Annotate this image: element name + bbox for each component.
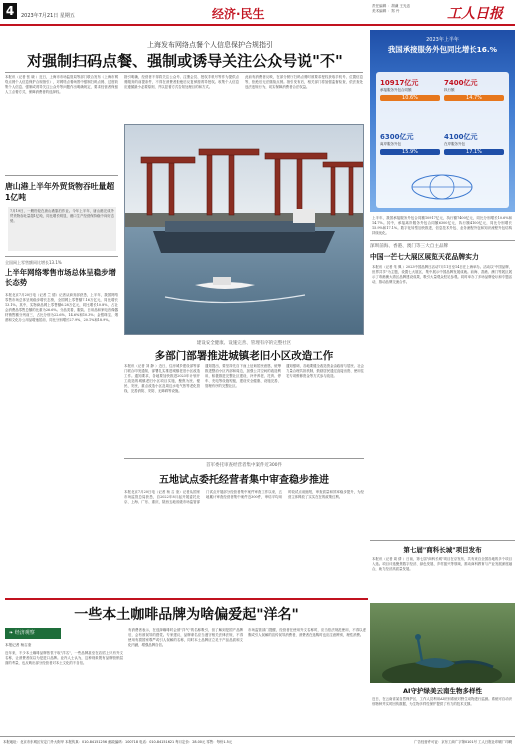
ai-caption-headline: AI守护绿美云南生物多样性 [403,687,482,695]
retail-body: 本报北京7月20日电（记者 兰 德）记者从商务部获悉，上半年，我国网络零售市场总体呈现稳步增长态势，全国网上零售额7.16万亿元，同比增长13.1%。其中，实物商品网上零售额6.28万亿元，同比增长10.8%，占社会消费品零售总额的比重为26.6%。分品类看，服装、日用品和家电音像器材销售额分列前三，占比分别为22.6%、14.6%和10.3%；金银珠宝、烟酒和文化办公用品增速居前，同比分别增长27.9%、20.1%和18.9%。 [5,293,118,322]
lead-body-col2: 指引明确，经营者不得将关注公众号、注册会员、授权手机号等作为提供点餐服务的前提条件，不得在消费者拒绝后反复弹窗诱导授权。收集个人信息应遵循最小必要原则，并以显著方式告知处理目的和方式。 [124,75,239,89]
lead-body-col3: 此前有消费者反映，在部分餐厅扫码点餐时被要求授权获取手机号、位置信息等，拒绝后无法继续点餐。指引发布后，相关部门将加强监督检查，依法查处违法违规行为，切实保障消费者合法权益。 [245,75,363,89]
stat-value: 7400亿元 [444,79,478,87]
divider [5,598,368,600]
renovation-body-col2: 通知提出，要坚持先自下而上征询居民意愿，统筹推进整治小区内部和周边，加强公共空间的改造利用，积极推进完整社区建设，补齐养老、托育、停车、充电等设施短板，建设安全健康、设施完善、管理有序的完整社区。 [205,364,281,388]
globe-icon [406,172,478,202]
lead-kicker: 上海发布网络点餐个人信息保护合规指引 [147,41,273,49]
peacock-image [370,603,515,683]
stat-label: 在岸服务外包 [444,142,465,146]
outsourcing-body: 上半年，我国承接服务外包合同额10917亿元，执行额7400亿元，同比分别增长10.6%和14.7%。其中，承接离岸服务外包合同额6300亿元，执行额4100亿元，同比分别增长15.9%和17.1%。数字化转型加快推进，信息技术外包、业务流程外包和知识流程外包结构持续优化。 [372,216,512,235]
stat-card [380,132,440,155]
staff-credits: 责任编辑 ：胡谦 王光忠 美术编辑 ：郑 丹 [372,4,411,13]
merger-kicker: 首军委托审查经营者集中案件近300件 [205,463,283,468]
divider [5,72,363,73]
merger-headline: 五地试点委托经营者集中审查稳步推进 [159,475,329,486]
expo-headline: 中国一芒七大展区展览天花品牌实力 [370,253,479,261]
infographic-year: 2023年上半年 [426,37,459,43]
stat-growth: 17.1% [444,149,504,155]
divider [370,540,515,541]
leaf-icon: ❧ [9,630,15,636]
expo-body: 本报讯（记者 朱 佩 ）2023中国品牌日活动7月11日至14日在上海举办。活动以"中国品牌，世界共享"为主题，设置七大展区，集中展示中国品牌发展成就。前海、香港、澳门等展区展示了粤港澳大湾区品牌建设成果，吸引大量观众驻足参观。同时举办了多场品牌论坛和专题活动，推动品牌交流合作。 [372,265,512,284]
renovation-kicker: 建设安全健康、设施完善、管理有序的完整社区 [196,341,292,346]
stat-label: 承接服务外包合同额 [380,88,412,92]
peacock-photo [370,603,515,683]
stat-card [444,132,504,155]
infographic-headline: 我国承接服务外包同比增长16.% [387,45,498,54]
stat-value: 6300亿元 [380,133,414,141]
column-label: 经济观察 [14,630,35,636]
lead-body-col1: 本报讯（记者 张 晓 ）近日，上海市市场监管局等部门联合发布《上海市网络点餐个人信息保护合规指引》，对网络点餐场景中强制扫码点餐、过度收集个人信息、强制或诱导关注公众号等问题作出明确规定，要求经营者保留人工点餐方式，保障消费者的选择权。 [5,75,118,94]
port-caption: 7月19日，一艘货轮在唐山港靠泊作业。今年上半年，唐山港完成外贸货物吞吐量超1亿吨，同比增长明显，港口生产经营保持稳中向好态势。 [8,207,116,251]
stat-growth: 15.9% [380,149,440,155]
newspaper-logo: 工人日报 [447,6,503,22]
renovation-body-col3: 通知强调，各地要健全改造资金由政府与居民、社会力量合理共担机制，鼓励居民通过直接出资、使用住宅专项维修资金等方式参与改造。 [286,364,364,378]
divider [124,458,364,459]
column-badge [5,628,61,639]
footer-printer: 广告经营许可证：京东工商广字第0101号 工人日报社印刷厂印刷 [414,740,512,744]
renovation-headline: 多部门部署推进城镇老旧小区改造工作 [154,350,334,362]
footer-address: 本报地址：北京市东城区安定门外大街甲 本报传真：010-84151256 邮政编码：100718 电话：010-84151621 每月定价：28.00元 零售：每份1.5元 [3,740,233,744]
stat-growth: 10.6% [380,95,440,101]
divider [5,256,118,257]
coffee-body-col2: 有消费者表示，在选择咖啡时会被"洋气"的名称吸引，但了解到是国产品牌后，会有被误导的感觉。专家建议，品牌命名应当遵守相关法律法规，不得使用有损国家尊严或引人误解的名称，同时本土品牌应立足于产品品质和文化内涵，增强品牌自信。 [128,628,243,647]
coffee-headline: 一些本土咖啡品牌为啥偏爱起"洋名" [74,607,299,623]
stat-value: 4100亿元 [444,133,478,141]
coffee-body-col3: 市场监管部门提醒，经营者在使用外文名称时，应当依法规范使用，不得以虚假或引人误解的宣传误导消费者，消费者在选购时也应注意辨别，理性消费。 [248,628,366,637]
merger-body: 本报北京7月20日电（记者 杨 召 奎）记者从国家市场监管总局获悉，自2022年8月起开展委托北京、上海、广东、重庆、陕西五地省级市场监管部门试点开展部分经营者集中案件审查工作以来，五地累计审查经营者集中案件近300件，审结平均用时较试点前缩短，审查质量和效率稳步提升，为经营主体释放了实实在在的政策红利。 [124,490,364,504]
stat-label: 离岸服务外包 [380,142,401,146]
page-number: 4 [3,3,17,19]
issue-date: 2023年7月21日 星期五 [21,13,75,19]
stat-label: 执行额 [444,88,455,92]
port-photo [124,124,364,335]
masthead [0,0,515,26]
award-body: 本报讯（记者 周 倩 ）日前，第七届"商科长城"项目在京发布，共有来自全国各地的多个项目入选。项目评选聚焦数字经济、绿色发展、乡村振兴等领域，推动商科教育与产业发展深度融合，助力经济高质量发展。 [372,557,512,571]
renovation-body-col1: 本报讯（记者 刘 静 ）近日，住房城乡建设部等部门联合印发通知，部署扎实推进城镇老旧小区改造工作。通知要求，各地要加快推进2023年计划开工改造的城镇老旧小区项目实施，聚焦为民、便民、安民，重点改造小区及周边水电气热等老化管线，完善消防、安防、无障碍等设施。 [124,364,200,393]
infographic-panel [376,72,509,208]
outsourcing-infographic [370,30,515,212]
retail-kicker: 全国网上零售额同比增长13.1% [5,260,62,265]
coffee-body-col1: 近年来，不少本土咖啡品牌热衷于取"洋名"，一些品牌甚至在店招上只有外文名称，让消费者误以为是进口品牌。业内人士认为，这种现象既有品牌营销层面的考量，也反映出部分经营者对本土文化的不自信。 [5,651,123,665]
port-headline: 唐山港上半年外贸货物吞吐量超1亿吨 [5,182,115,202]
divider [370,240,515,241]
divider [0,736,515,737]
stat-card [380,78,440,101]
section-title: 经济·民生 [212,7,265,21]
harbor-cranes-image [125,125,364,335]
stat-value: 10917亿元 [380,79,419,87]
award-headline: 第七届"商科长城"项目发布 [403,546,482,554]
stat-growth: 14.7% [444,95,504,101]
lead-headline: 对强制扫码点餐、强制或诱导关注公众号说"不" [27,52,343,70]
expo-kicker: 深圳前海、香港、澳门等三大自主品牌 [370,244,449,249]
ai-caption-body: 近日，在云南省某自然保护区，工作人员利用AI识别系统对野生动物进行监测。系统可自动识别物种并实时回传数据，为生物多样性保护提供了有力的技术支撑。 [372,697,512,706]
coffee-byline: 本报记者 杨召奎 [5,643,32,647]
retail-headline: 上半年网络零售市场总体呈稳步增长态势 [5,268,116,287]
stat-card [444,78,504,101]
divider [5,175,118,176]
